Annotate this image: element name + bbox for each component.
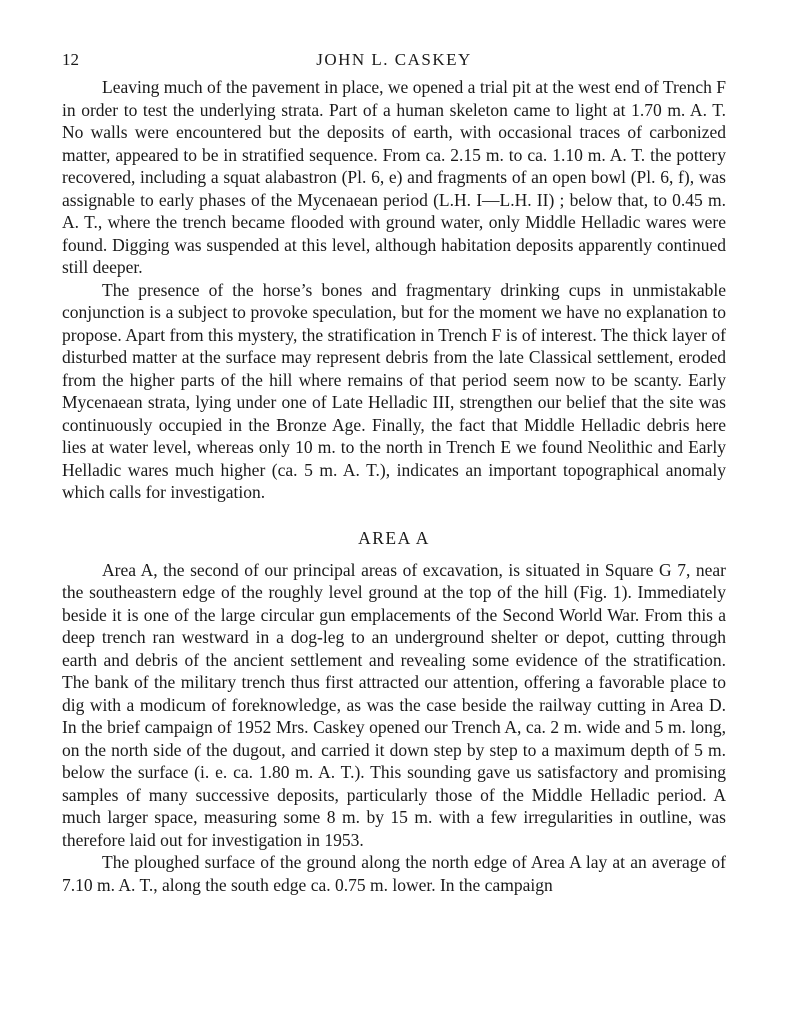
paragraph: The ploughed surface of the ground along the north edge of Area A lay at an average of 7.10 m. A. T., along the south edge ca. 0.75 m. lower. In the campaign	[62, 852, 726, 895]
body-text-before	[62, 76, 726, 504]
section-heading: AREA A	[358, 527, 430, 548]
running-title: JOHN L. CASKEY	[316, 50, 472, 69]
page	[62, 50, 726, 896]
running-head	[62, 50, 726, 76]
paragraph: Leaving much of the pavement in place, we opened a trial pit at the west end of Trench F in order to test the underlying strata. Part of a human skeleton came to light at 1.70 m. A. T. No walls were encountered but the deposits of earth, with occasional traces of carbonized matter, appeared to be in stratified sequence. From ca. 2.15 m. to ca. 1.10 m. A. T. the pottery recovered, including a squat alabastron (Pl. 6, e) and fragments of an open bowl (Pl. 6, f), was assignable to early phases of the Mycenaean period (L.H. I—L.H. II) ; below that, to 0.45 m. A. T., where the trench became flooded with ground water, only Middle Helladic wares were found. Digging was suspended at this level, although habitation deposits apparently continued still deeper.	[62, 77, 726, 277]
page-number: 12	[62, 50, 79, 69]
body-text-after	[62, 559, 726, 897]
paragraph: Area A, the second of our principal areas of excavation, is situated in Square G 7, near the southeastern edge of the roughly level ground at the top of the hill (Fig. 1). Immediately beside it is one of the large circular gun emplacements of the Second World War. From this a deep trench ran westward in a dog-leg to an underground shelter or depot, cutting through earth and debris of the ancient settlement and revealing some evidence of the stratification. The bank of the military trench thus first attracted our attention, offering a favorable place to dig with a modicum of foreknowledge, as was the case beside the railway cutting in Area D. In the brief campaign of 1952 Mrs. Caskey opened our Trench A, ca. 2 m. wide and 5 m. long, on the north side of the dugout, and carried it down step by step to a maximum depth of 5 m. below the surface (i. e. ca. 1.80 m. A. T.). This sounding gave us satisfactory and promising samples of many successive deposits, particularly those of the Middle Helladic period. A much larger space, measuring some 8 m. by 15 m. with a few irregularities in outline, was therefore laid out for investigation in 1953.	[62, 559, 726, 850]
paragraph: The presence of the horse’s bones and fragmentary drinking cups in unmistakable conjunction is a subject to provoke speculation, but for the moment we have no explanation to propose. Apart from this mystery, the stratification in Trench F is of interest. The thick layer of disturbed matter at the surface may represent debris from the late Classical settlement, eroded from the higher parts of the hill where remains of that period seem now to be scanty. Early Mycenaean strata, lying under one of Late Helladic III, strengthen our belief that the site was continuously occupied in the Bronze Age. Finally, the fact that Middle Helladic debris here lies at water level, whereas only 10 m. to the north in Trench E we found Neolithic and Early Helladic wares much higher (ca. 5 m. A. T.), indicates an important topographical anomaly which calls for investigation.	[62, 279, 726, 502]
